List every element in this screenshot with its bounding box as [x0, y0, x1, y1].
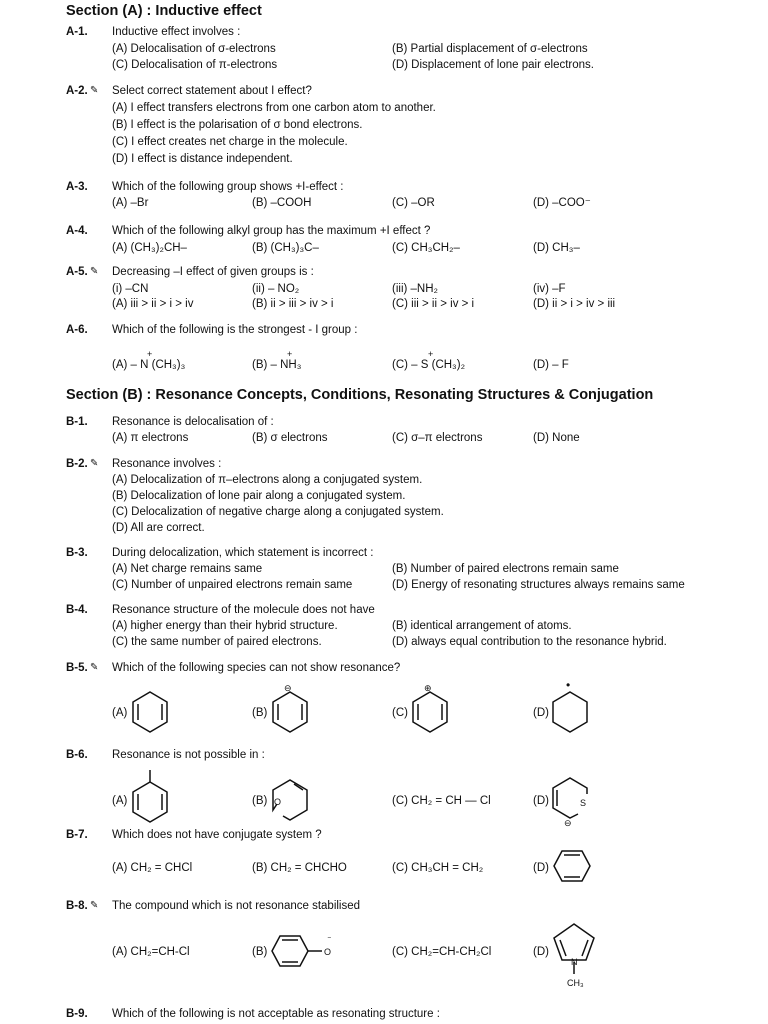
sulfur-atom: S [580, 798, 587, 808]
question-text: Resonance involves : [112, 458, 222, 470]
option-a: (A) – N (CH₃)₃ [112, 359, 186, 371]
option-c: (C) Number of unpaired electrons remain same [112, 579, 353, 591]
option-c: (C) CH₂=CH-CH₂Cl [392, 946, 492, 958]
cyclohexyl-radical-structure [550, 690, 590, 734]
option-c-label: (C) [392, 707, 408, 719]
option-d-label: (D) [533, 795, 549, 807]
question-number: B-4. [66, 604, 88, 616]
option-a: (A) (CH₃)₂CH– [112, 242, 187, 254]
question-text: Which of the following group shows +I-effect : [112, 181, 344, 193]
option-a: (A) Delocalisation of σ-electrons [112, 43, 276, 55]
option-a-label: (A) [112, 707, 128, 719]
plus-charge: + [147, 349, 153, 359]
benzene-structure [130, 690, 170, 734]
option-a: (A) iii > ii > i > iv [112, 298, 194, 310]
statement-a: (A) Delocalization of π–electrons along a conjugated system. [112, 474, 423, 486]
pencil-icon: ✎ [90, 85, 99, 96]
group-iii: (iii) –NH₂ [392, 283, 438, 295]
option-b: (B) identical arrangement of atoms. [392, 620, 572, 632]
thiacyclohexene-anion-structure [550, 776, 596, 826]
statement-b: (B) Delocalization of lone pair along a conjugated system. [112, 490, 406, 502]
question-number: B-1. [66, 416, 88, 428]
option-b: (B) CH₂ = CHCHO [252, 862, 347, 874]
methylcyclohexadiene-structure [130, 768, 170, 824]
pencil-icon: ✎ [90, 662, 99, 673]
minus-charge: ⊖ [284, 683, 292, 693]
group-ii: (ii) – NO₂ [252, 283, 300, 295]
oxygen-atom: O [324, 947, 332, 957]
question-number: B-8. [66, 900, 88, 912]
statement-c: (C) I effect creates net charge in the molecule. [112, 136, 348, 148]
option-a: (A) π electrons [112, 432, 189, 444]
methyl-group: CH₃ [567, 978, 584, 988]
option-c: (C) –OR [392, 197, 435, 209]
minus-charge: ⊖ [564, 818, 572, 828]
question-number: B-7. [66, 829, 88, 841]
cyclohexadienyl-anion-structure [270, 690, 310, 734]
question-number: B-2. [66, 458, 88, 470]
n-methylpyrrole-structure [552, 922, 602, 992]
option-c: (C) CH₂ = CH — Cl [392, 795, 491, 807]
pencil-icon: ✎ [90, 266, 99, 277]
question-text: Resonance is not possible in : [112, 749, 265, 761]
option-d: (D) Displacement of lone pair electrons. [392, 59, 594, 71]
option-c: (C) iii > ii > iv > i [392, 298, 475, 310]
cyclohexadiene-structure [552, 849, 592, 883]
group-iv: (iv) –F [533, 283, 566, 295]
pencil-icon: ✎ [90, 458, 99, 469]
option-b: (B) ii > iii > iv > i [252, 298, 334, 310]
minus-sign: ‾ [328, 937, 331, 946]
statement-d: (D) All are correct. [112, 522, 205, 534]
option-c: (C) σ–π electrons [392, 432, 483, 444]
question-text: During delocalization, which statement is incorrect : [112, 547, 374, 559]
option-b: (B) – NH₃ [252, 359, 302, 371]
option-d: (D) None [533, 432, 580, 444]
plus-charge: + [287, 349, 293, 359]
option-d-label: (D) [533, 862, 549, 874]
statement-d: (D) I effect is distance independent. [112, 153, 293, 165]
option-b: (B) –COOH [252, 197, 312, 209]
option-c: (C) CH₃CH = CH₂ [392, 862, 484, 874]
question-text: Which does not have conjugate system ? [112, 829, 322, 841]
option-d: (D) ii > i > iv > iii [533, 298, 616, 310]
section-b-title: Section (B) : Resonance Concepts, Conditions, Resonating Structures & Conjugation [66, 387, 654, 403]
question-text: The compound which is not resonance stabilised [112, 900, 361, 912]
question-number: A-2. [66, 85, 88, 97]
question-number: B-3. [66, 547, 88, 559]
plus-charge: ⊕ [424, 683, 432, 693]
option-c: (C) CH₃CH₂– [392, 242, 460, 254]
question-text: Decreasing –I effect of given groups is : [112, 266, 314, 278]
pencil-icon: ✎ [90, 900, 99, 911]
question-text: Resonance is delocalisation of : [112, 416, 274, 428]
option-a: (A) CH₂=CH-Cl [112, 946, 190, 958]
question-number: A-3. [66, 181, 88, 193]
oxygen-atom: O [274, 797, 282, 807]
option-d: (D) Energy of resonating structures always remains same [392, 579, 685, 591]
option-d: (D) –COO⁻ [533, 197, 591, 209]
question-number: A-6. [66, 324, 88, 336]
option-a: (A) Net charge remains same [112, 563, 263, 575]
cyclohexadienyl-cation-structure [410, 690, 450, 734]
question-text: Which of the following alkyl group has the maximum +I effect ? [112, 225, 431, 237]
question-number: A-5. [66, 266, 88, 278]
phenoxide-structure [270, 932, 342, 972]
option-a: (A) CH₂ = CHCl [112, 862, 193, 874]
option-b: (B) σ electrons [252, 432, 328, 444]
question-number: B-5. [66, 662, 88, 674]
radical-dot: • [566, 678, 571, 692]
option-c: (C) the same number of paired electrons. [112, 636, 322, 648]
option-d-label: (D) [533, 707, 549, 719]
plus-charge: + [428, 349, 434, 359]
question-number: A-1. [66, 26, 88, 38]
question-text: Inductive effect involves : [112, 26, 241, 38]
option-b-label: (B) [252, 707, 268, 719]
question-text: Which of the following is not acceptable as resonating structure : [112, 1008, 440, 1020]
question-number: A-4. [66, 225, 88, 237]
question-number: B-6. [66, 749, 88, 761]
question-text: Select correct statement about I effect? [112, 85, 312, 97]
option-c: (C) Delocalisation of π-electrons [112, 59, 278, 71]
option-a: (A) –Br [112, 197, 149, 209]
option-d: (D) CH₃– [533, 242, 580, 254]
oxacyclohexene-structure [270, 778, 310, 822]
option-d-label: (D) [533, 946, 549, 958]
nitrogen-atom: N [571, 957, 578, 967]
option-c: (C) – S (CH₃)₂ [392, 359, 466, 371]
option-d: (D) – F [533, 359, 569, 371]
option-b-label: (B) [252, 946, 268, 958]
group-i: (i) –CN [112, 283, 149, 295]
statement-a: (A) I effect transfers electrons from one carbon atom to another. [112, 102, 436, 114]
option-b-label: (B) [252, 795, 268, 807]
section-a-title: Section (A) : Inductive effect [66, 3, 262, 19]
statement-b: (B) I effect is the polarisation of σ bond electrons. [112, 119, 363, 131]
question-text: Which of the following species can not show resonance? [112, 662, 401, 674]
question-text: Resonance structure of the molecule does not have [112, 604, 375, 616]
statement-c: (C) Delocalization of negative charge along a conjugated system. [112, 506, 444, 518]
option-b: (B) (CH₃)₃C– [252, 242, 319, 254]
question-number: B-9. [66, 1008, 88, 1020]
option-d: (D) always equal contribution to the resonance hybrid. [392, 636, 667, 648]
option-b: (B) Partial displacement of σ-electrons [392, 43, 588, 55]
question-text: Which of the following is the strongest - I group : [112, 324, 358, 336]
option-b: (B) Number of paired electrons remain same [392, 563, 619, 575]
option-a: (A) higher energy than their hybrid structure. [112, 620, 338, 632]
option-a-label: (A) [112, 795, 128, 807]
